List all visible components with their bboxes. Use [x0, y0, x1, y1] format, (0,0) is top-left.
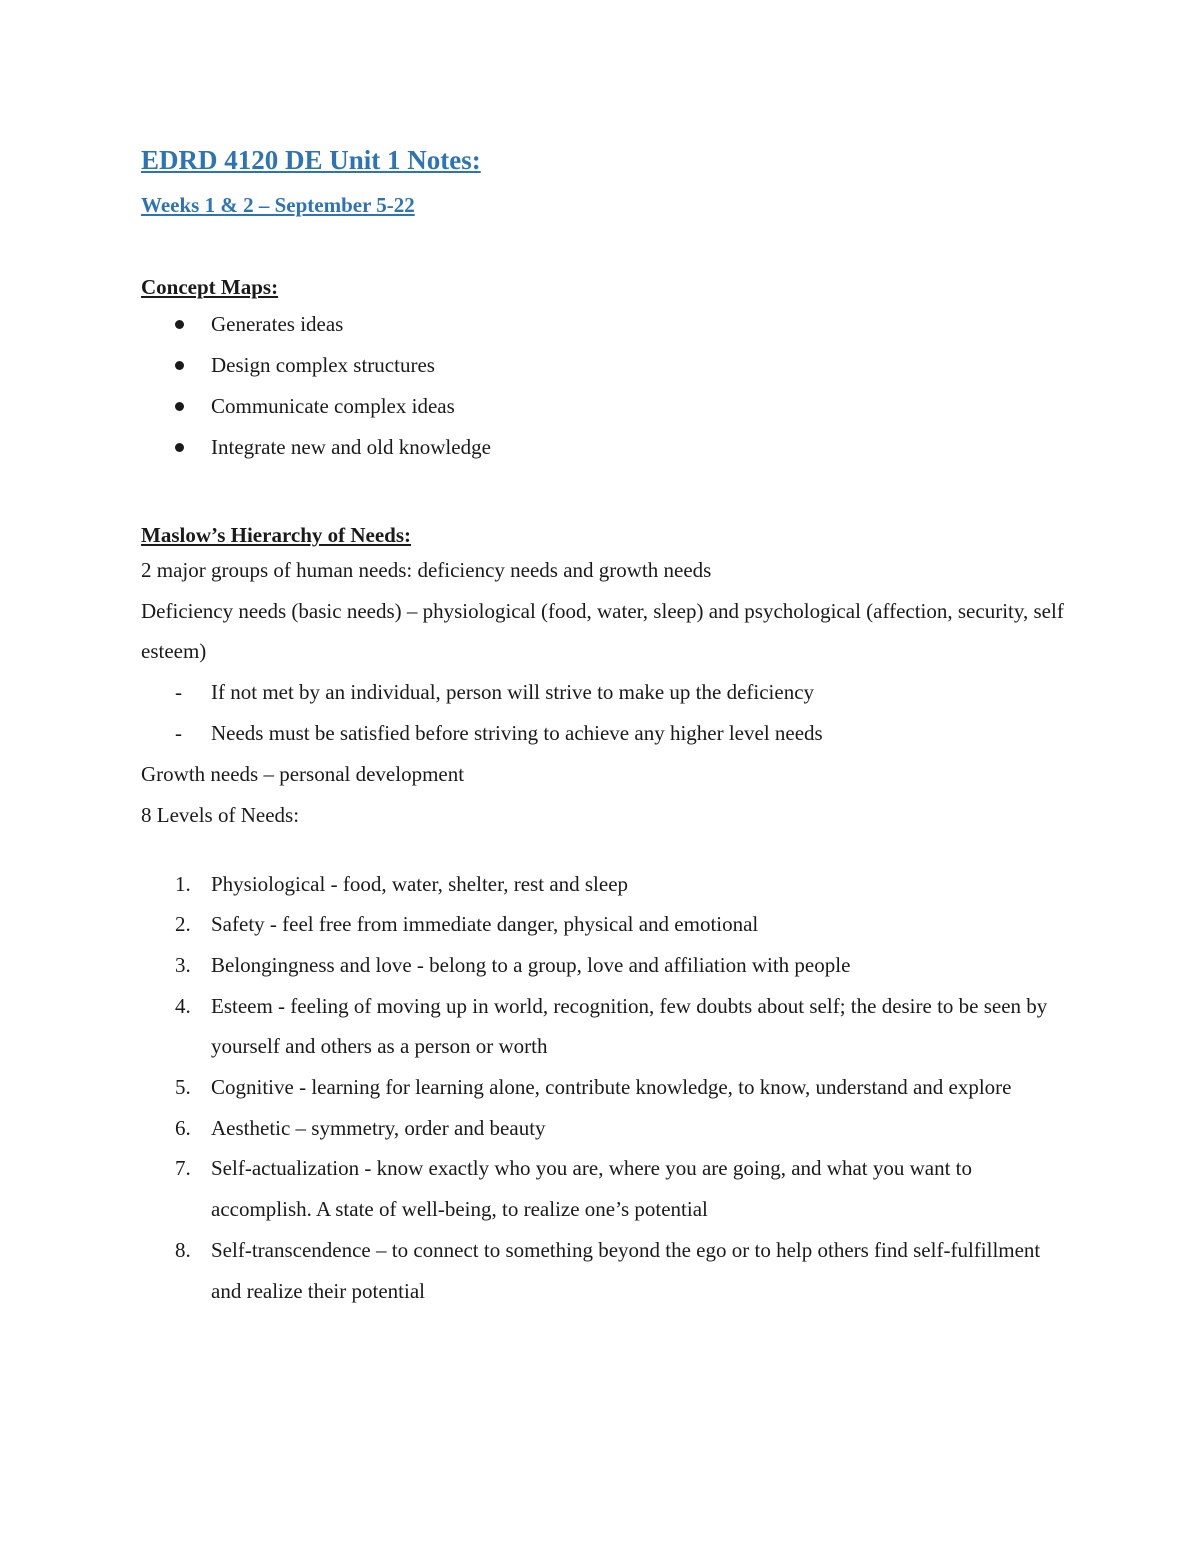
list-item — [141, 672, 1071, 713]
list-item-text: Aesthetic – symmetry, order and beauty — [211, 1115, 546, 1140]
list-item-text: Safety - feel free from immediate danger, physical and emotional — [211, 912, 759, 937]
list-item — [141, 386, 1071, 427]
deficiency-needs-text: Deficiency needs (basic needs) – physiological (food, water, sleep) and psychological (affection, security, self esteem) — [141, 598, 1064, 664]
concept-maps-heading: Concept Maps: — [141, 275, 279, 299]
list-item — [141, 304, 1071, 345]
list-number: 1. — [175, 871, 191, 896]
maslow-intro: 2 major groups of human needs: deficiency needs and growth needs — [141, 558, 712, 582]
growth-needs-text: Growth needs – personal development — [141, 762, 465, 787]
list-item-text: Esteem - feeling of moving up in world, recognition, few doubts about self; the desire to be seen by yourself and others as a person or worth — [211, 993, 1048, 1059]
list-number: 6. — [175, 1115, 191, 1140]
concept-maps-list — [141, 304, 1071, 468]
dash-marker: - — [175, 721, 182, 746]
list-item — [141, 345, 1071, 386]
list-item — [141, 986, 1071, 1067]
list-item — [141, 864, 1071, 905]
list-item — [141, 904, 1071, 945]
list-item — [141, 427, 1071, 468]
document-title: EDRD 4120 DE Unit 1 Notes: — [141, 145, 481, 175]
list-item-text: Physiological - food, water, shelter, rest and sleep — [211, 871, 629, 896]
list-number: 2. — [175, 912, 191, 937]
list-number: 7. — [175, 1156, 191, 1181]
maslow-heading: Maslow’s Hierarchy of Needs: — [141, 523, 412, 547]
list-item — [141, 1148, 1071, 1229]
deficiency-points-list — [141, 672, 1071, 754]
list-item-text: Self-actualization - know exactly who you are, where you are going, and what you want to accomplish. A state of well-being, to realize one’s potential — [211, 1156, 973, 1222]
bullet-icon — [175, 361, 184, 370]
list-number: 5. — [175, 1075, 191, 1100]
list-item-text: Design complex structures — [211, 353, 435, 377]
list-item-text: Integrate new and old knowledge — [211, 435, 491, 459]
list-item-text: Cognitive - learning for learning alone, contribute knowledge, to know, understand and explore — [211, 1075, 1012, 1100]
levels-list — [141, 864, 1071, 1312]
list-item — [141, 1230, 1071, 1311]
document-subtitle: Weeks 1 & 2 – September 5-22 — [141, 193, 415, 217]
list-item-text: Self-transcendence – to connect to something beyond the ego or to help others find self-fulfillment and realize their potential — [211, 1237, 1041, 1303]
list-number: 4. — [175, 993, 191, 1018]
list-item — [141, 945, 1071, 986]
list-item — [141, 1067, 1071, 1108]
document-body — [141, 140, 1071, 1311]
dash-marker: - — [175, 680, 182, 705]
list-item — [141, 713, 1071, 754]
bullet-icon — [175, 443, 184, 452]
list-item — [141, 1108, 1071, 1149]
bullet-icon — [175, 402, 184, 411]
list-item-text: Generates ideas — [211, 312, 344, 336]
list-item-text: Needs must be satisfied before striving to achieve any higher level needs — [211, 721, 823, 746]
bullet-icon — [175, 320, 184, 329]
list-item-text: If not met by an individual, person will strive to make up the deficiency — [211, 680, 815, 705]
list-item-text: Communicate complex ideas — [211, 394, 455, 418]
list-number: 3. — [175, 952, 191, 977]
levels-heading: 8 Levels of Needs: — [141, 802, 300, 827]
list-item-text: Belongingness and love - belong to a group, love and affiliation with people — [211, 952, 851, 977]
list-number: 8. — [175, 1237, 191, 1262]
